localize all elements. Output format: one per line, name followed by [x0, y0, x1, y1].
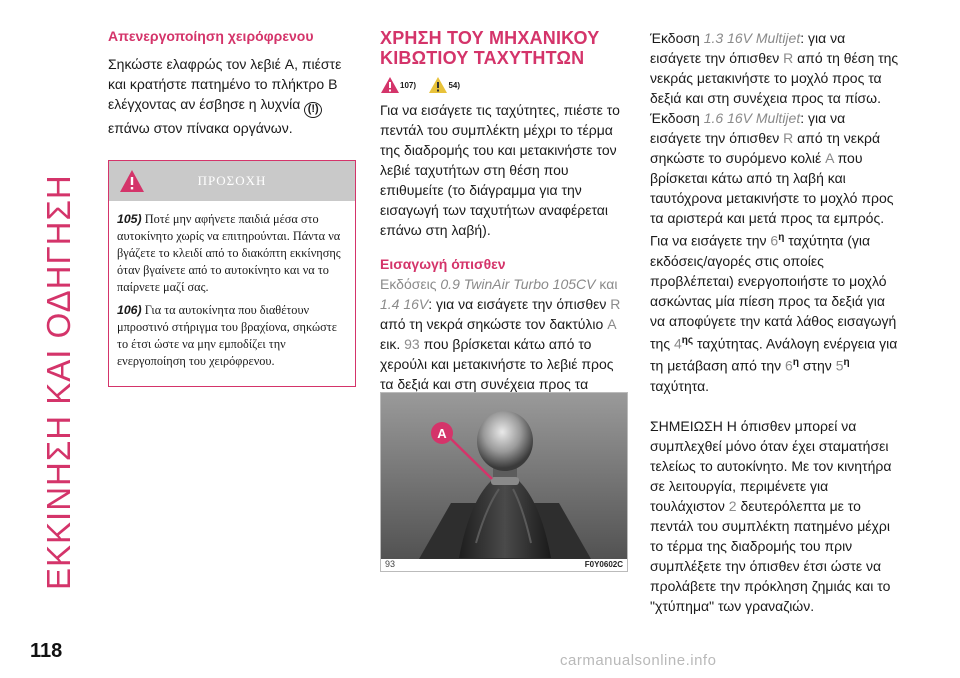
warning-title: ΠΡΟΣΟΧΗ	[197, 173, 267, 188]
gear-lever-illustration	[381, 393, 628, 572]
figure-number: 93	[385, 559, 396, 569]
warning-body	[109, 201, 355, 386]
warning-header	[109, 161, 355, 201]
warning-triangle-icon	[380, 76, 400, 94]
caution-triangle-icon	[428, 76, 448, 94]
chapter-title-vertical	[34, 30, 77, 590]
figure-code: F0Y0602C	[584, 560, 623, 569]
version-16-paragraph: Έκδοση 1.6 16V Multijet: για να εισάγετε την όπισθεν R από τη νεκρά σηκώστε το συρόμενο κολιέ A που βρίσκεται κάτω από τη λαβή και ταυτόχρονα μετακινήστε το μοχλό προς τα αριστερά και μετά προς τα εμπρός.	[650, 110, 894, 226]
chapter-title: ΕΚΚΙΝΗΣΗ ΚΑΙ ΟΔΗΓΗΣΗ	[40, 174, 77, 590]
note-paragraph: ΣΗΜΕΙΩΣΗ Η όπισθεν μπορεί να συμπλεχθεί μόνο όταν έχει σταματήσει τελείως το αυτοκίνητο. Με τον κινητήρα σε λειτουργία, περιμένετε για τουλάχιστον 2 δευτερόλεπτα με το πεντάλ του συμπλέκτη πατημένο μέχρι το τέρμα της διαδρομής του πριν συμπλέξετε την όπισθεν έτσι ώστε να προλάβετε την πρόκληση ζημιάς και το "χτύπημα" των γραναζιών.	[650, 417, 892, 614]
warning-box	[108, 160, 356, 387]
main-title: ΧΡΗΣΗ ΤΟΥ ΜΗΧΑΝΙΚΟΥ ΚΙΒΩΤΙΟΥ ΤΑΧΥΤΗΤΩΝ	[380, 28, 600, 68]
watermark: carmanualsonline.info	[560, 652, 717, 669]
sub-heading-reverse: Εισαγωγή όπισθεν	[380, 256, 506, 272]
gear-lever-figure	[380, 392, 628, 572]
handbrake-paragraph: Σηκώστε ελαφρώς τον λεβιέ A, πιέστε και κρατήστε πατημένο το πλήκτρο B ελέγχοντας αν έσβησε η λυχνία (!)επάνω στον πίνακα οργάνων.	[108, 56, 342, 136]
warning-note-106: 106) Για τα αυτοκίνητα που διαθέτουν μπροστινό στήριγμα του βραχίονα, σηκώστε το έτσι ώστε να μην εμποδίζει την ενεργοποίηση του χειρόφρενου.	[117, 303, 337, 368]
reference-54: 54)	[448, 80, 461, 90]
warning-note-105: 105) Ποτέ μην αφήνετε παιδιά μέσα στο αυτοκίνητο χωρίς να επιτηρούνται. Πάντα να βγάζετε το κλειδί από το διακόπτη εκκίνησης όταν βγαίνετε από το αυτοκίνητο και να το παίρνετε μαζί σας.	[117, 212, 341, 294]
paragraph-gap	[650, 396, 900, 416]
column-2	[380, 28, 628, 414]
column-1	[108, 28, 356, 387]
figure-label-a: A	[437, 426, 447, 441]
reference-107: 107)	[400, 80, 417, 90]
column-3	[650, 28, 900, 616]
reverse-paragraph: Εκδόσεις 0.9 TwinAir Turbo 105CV και 1.4 16V: για να εισάγετε την όπισθεν R από τη νεκρά σηκώστε τον δακτύλιο A εικ. 93 που βρίσκεται κάτω από το χερούλι και μετακινήστε το λεβιέ προς τα δεξιά και στη συνέχεια προς τα	[380, 276, 621, 392]
sixth-gear-paragraph: Για να εισάγετε την $6^\eta$ ταχύτητα (για εκδόσεις/αγορές στις οποίες προβλέπεται) ενεργοποιήστε το μοχλό ασκώντας μία πίεση προς τα δεξιά για να αποφύγετε την κατά λάθος εισαγωγή της $4^{\eta\varsigma}$ ταχύτητας. Ανάλογη ενέργεια για τη μετάβαση από την $6^\eta$ στην $5^\eta$ ταχύτητα.	[650, 232, 898, 394]
section-heading-handbrake: Απενεργοποίηση χειρόφρενου	[108, 28, 314, 44]
reference-markers	[380, 76, 628, 98]
page-number: 118	[30, 640, 63, 662]
warning-triangle-icon	[119, 169, 145, 193]
gear-engage-paragraph: Για να εισάγετε τις ταχύτητες, πιέστε το πεντάλ του συμπλέκτη μέχρι το τέρμα της διαδρομής του και μετακινήστε τον λεβιέ ταχυτήτων στη θέση που επιθυμείτε (το διάγραμμα για την εισαγωγή των ταχυτήτων αναφέρεται επάνω στη λαβή).	[380, 102, 620, 238]
warning-light-icon: (!)	[304, 102, 322, 118]
version-13-paragraph: Έκδοση 1.3 16V Multijet: για να εισάγετε την όπισθεν R από τη θέση της νεκράς μετακινήστε το μοχλό προς τα δεξιά και στη συνέχεια προς τα πίσω.	[650, 30, 899, 106]
